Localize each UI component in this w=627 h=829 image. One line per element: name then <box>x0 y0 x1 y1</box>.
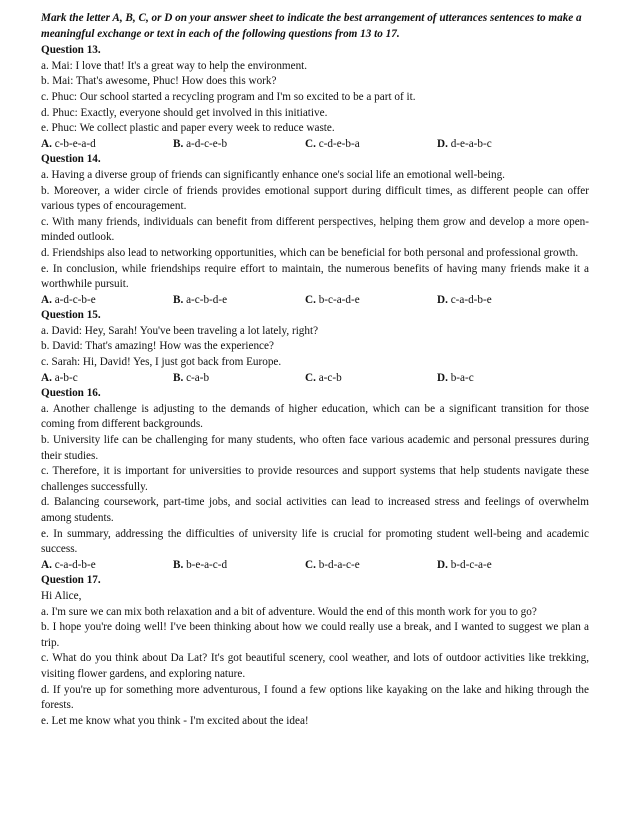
option-text: b-c-a-d-e <box>318 293 360 306</box>
option-letter: D. <box>437 371 448 384</box>
question-item: d. Balancing coursework, part-time jobs, and social activities can lead to increased stress and feelings of overwhelm among students. <box>41 496 589 524</box>
option-b[interactable] <box>173 137 305 153</box>
option-c[interactable] <box>305 293 437 309</box>
option-letter: A. <box>41 137 52 150</box>
option-letter: D. <box>437 558 448 571</box>
option-letter: A. <box>41 371 52 384</box>
question-title: Question 14. <box>41 153 101 166</box>
question-title: Question 15. <box>41 309 101 322</box>
option-letter: D. <box>437 293 448 306</box>
option-text: b-a-c <box>450 371 474 384</box>
question-item: b. Moreover, a wider circle of friends provides emotional support during difficult times, as different people can offer various types of encouragement. <box>41 184 589 213</box>
question-item: b. Mai: That's awesome, Phuc! How does this work? <box>41 75 277 88</box>
option-letter: B. <box>173 137 184 150</box>
question-15 <box>41 308 589 386</box>
question-item: c. With many friends, individuals can benefit from different perspectives, helping them grow and develop a more open-minded outlook. <box>41 215 589 244</box>
option-d[interactable] <box>437 137 569 153</box>
option-letter: C. <box>305 293 316 306</box>
option-d[interactable] <box>437 558 569 574</box>
question-item: b. David: That's amazing! How was the experience? <box>41 340 274 353</box>
question-item: d. If you're up for something more adventurous, I found a few options like kayaking on the lake and hiking through the forests. <box>41 683 589 712</box>
question-14 <box>41 152 589 308</box>
option-text: a-d-c-e-b <box>186 137 228 150</box>
question-item: a. Having a diverse group of friends can significantly enhance one's social life an emotional well-being. <box>41 168 505 181</box>
answer-options <box>41 137 589 153</box>
question-16 <box>41 386 589 573</box>
option-b[interactable] <box>173 293 305 309</box>
question-item: d. Friendships also lead to networking opportunities, which can be beneficial for both personal and professional growth. <box>41 246 579 259</box>
option-letter: C. <box>305 558 316 571</box>
option-text: b-e-a-c-d <box>186 558 228 571</box>
option-text: c-b-e-a-d <box>54 137 96 150</box>
option-letter: C. <box>305 371 316 384</box>
question-item: c. Therefore, it is important for universities to provide resources and support systems that help students navigate these challenges successfully. <box>41 465 589 493</box>
question-item: b. I hope you're doing well! I've been thinking about how we could really use a break, and I wanted to suggest we plan a trip. <box>41 621 589 649</box>
question-13 <box>41 43 589 152</box>
option-b[interactable] <box>173 558 305 574</box>
answer-options <box>41 371 589 387</box>
question-title: Question 13. <box>41 44 101 57</box>
option-text: c-a-d-b-e <box>450 293 492 306</box>
question-item: a. I'm sure we can mix both relaxation and a bit of adventure. Would the end of this month work for you to go? <box>41 605 537 618</box>
option-text: a-c-b-d-e <box>186 293 228 306</box>
option-letter: C. <box>305 137 316 150</box>
question-item: c. What do you think about Da Lat? It's got beautiful scenery, cool weather, and lots of outdoor activities like trekking, visiting flower gardens, and exploring nature. <box>41 652 589 680</box>
option-letter: D. <box>437 137 448 150</box>
question-item: e. Let me know what you think - I'm excited about the idea! <box>41 714 309 727</box>
question-title: Question 16. <box>41 387 101 400</box>
option-d[interactable] <box>437 293 569 309</box>
option-letter: B. <box>173 293 184 306</box>
option-text: b-d-a-c-e <box>318 558 360 571</box>
question-title: Question 17. <box>41 574 101 587</box>
letter-greeting: Hi Alice, <box>41 589 82 602</box>
question-item: e. In summary, addressing the difficulties of university life is crucial for promoting student well-being and academic success. <box>41 527 589 556</box>
option-text: a-b-c <box>54 371 78 384</box>
option-letter: B. <box>173 371 184 384</box>
option-letter: A. <box>41 558 52 571</box>
option-text: a-d-c-b-e <box>54 293 96 306</box>
question-item: a. Another challenge is adjusting to the demands of higher education, which can be a significant transition for those coming from different backgrounds. <box>41 402 589 431</box>
answer-options <box>41 558 589 574</box>
option-c[interactable] <box>305 371 437 387</box>
option-a[interactable] <box>41 137 173 153</box>
question-item: e. Phuc: We collect plastic and paper every week to reduce waste. <box>41 122 335 135</box>
question-item: c. Sarah: Hi, David! Yes, I just got back from Europe. <box>41 356 282 369</box>
option-text: a-c-b <box>318 371 342 384</box>
question-17 <box>41 573 589 729</box>
option-c[interactable] <box>305 558 437 574</box>
option-a[interactable] <box>41 293 173 309</box>
option-letter: A. <box>41 293 52 306</box>
question-item: e. In conclusion, while friendships require effort to maintain, the numerous benefits of having many friends make it a worthwhile pursuit. <box>41 262 589 291</box>
option-text: b-d-c-a-e <box>450 558 492 571</box>
question-item: c. Phuc: Our school started a recycling program and I'm so excited to be a part of it. <box>41 90 416 103</box>
option-a[interactable] <box>41 558 173 574</box>
instruction-text: Mark the letter A, B, C, or D on your answer sheet to indicate the best arrangement of utterances sentences to make a meaningful exchange or text in each of the following questions from 13 to 17. <box>41 12 582 40</box>
option-c[interactable] <box>305 137 437 153</box>
question-item: d. Phuc: Exactly, everyone should get involved in this initiative. <box>41 106 328 119</box>
answer-options <box>41 293 589 309</box>
option-b[interactable] <box>173 371 305 387</box>
option-a[interactable] <box>41 371 173 387</box>
option-text: c-a-b <box>186 371 210 384</box>
question-item: a. David: Hey, Sarah! You've been traveling a lot lately, right? <box>41 324 319 337</box>
option-text: c-a-d-b-e <box>54 558 96 571</box>
question-item: b. University life can be challenging for many students, who often face various academic and personal pressures during their studies. <box>41 434 589 462</box>
option-d[interactable] <box>437 371 569 387</box>
option-letter: B. <box>173 558 184 571</box>
option-text: d-e-a-b-c <box>450 137 492 150</box>
option-text: c-d-e-b-a <box>318 137 360 150</box>
question-item: a. Mai: I love that! It's a great way to help the environment. <box>41 59 308 72</box>
